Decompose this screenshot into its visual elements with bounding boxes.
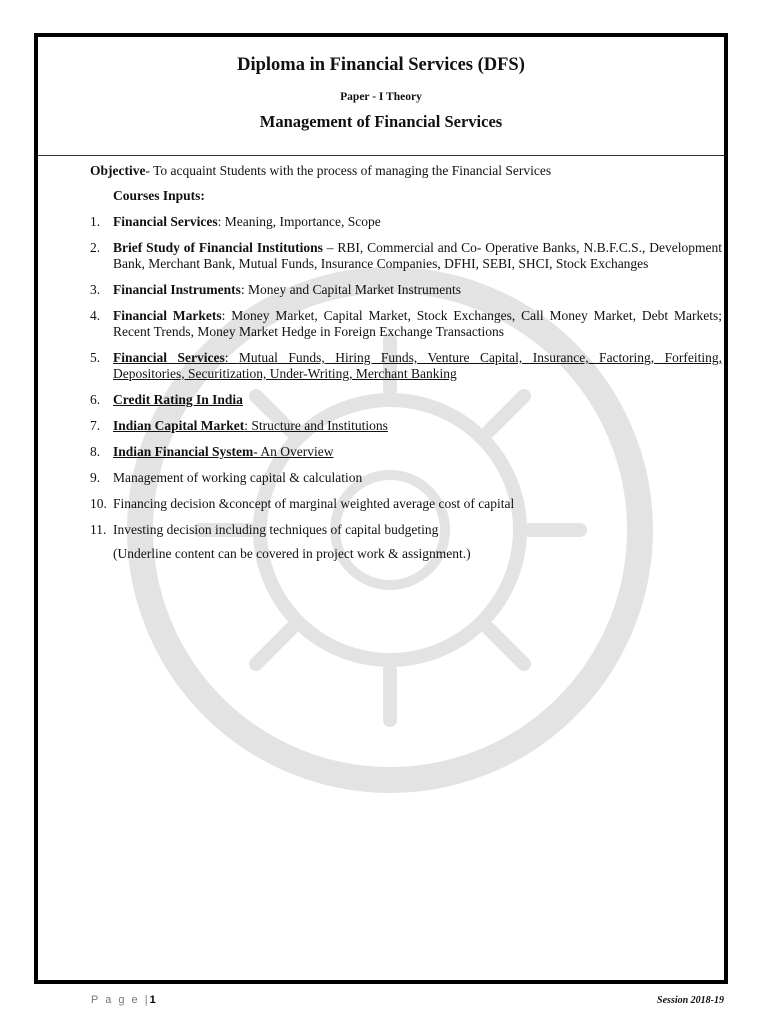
item-number: 5. [90, 350, 101, 365]
list-item [90, 496, 722, 512]
list-item [90, 522, 722, 538]
item-number: 2. [90, 240, 101, 255]
item-title: Financial Markets [113, 308, 222, 323]
item-title: Credit Rating In India [113, 392, 243, 407]
page-label: P a g e | [91, 994, 150, 1006]
item-text: – RBI, Commercial and Co- Operative Banks, N.B.F.C.S., Development Bank, Merchant Bank, Mutual Funds, Insurance Companies, DFHI, SEBI, SHCI, Stock Exchanges [113, 240, 723, 271]
item-text: : Structure and Institutions [244, 418, 388, 433]
list-item [90, 470, 722, 486]
item-title: Indian Capital Market [113, 418, 245, 433]
syllabus-content [90, 163, 722, 562]
paper-label: Paper - I Theory [340, 91, 422, 103]
item-text: Investing decision including techniques of capital budgeting [113, 522, 439, 537]
subject-heading: Management of Financial Services [259, 112, 503, 131]
list-item [90, 444, 722, 460]
page-footer [91, 994, 156, 1006]
item-text: : Mutual Funds, Hiring Funds, Venture Capital, Insurance, Factoring, Forfeiting, Depositories, Securitization, Under-Writing, Merchant Banking [113, 350, 722, 381]
course-list [90, 214, 722, 538]
item-text: Financing decision &concept of marginal weighted average cost of capital [113, 496, 515, 511]
page-number: 1 [149, 994, 156, 1006]
item-number: 7. [90, 418, 101, 433]
item-number: 6. [90, 392, 101, 407]
item-number: 3. [90, 282, 101, 297]
list-item [90, 392, 722, 408]
item-number: 11. [90, 522, 107, 537]
list-item [90, 214, 722, 230]
list-item [90, 240, 722, 272]
item-number: 8. [90, 444, 101, 459]
item-title: Financial Services [113, 214, 218, 229]
list-item [90, 350, 722, 382]
document-title: Diploma in Financial Services (DFS) [237, 55, 525, 75]
item-title: Brief Study of Financial Institutions [113, 240, 323, 255]
objective-label: Objective [90, 163, 146, 178]
item-number: 10. [90, 496, 107, 511]
item-title: Financial Instruments [113, 282, 241, 297]
item-title: Indian Financial System [113, 444, 254, 459]
underline-note: (Underline content can be covered in project work & assignment.) [113, 546, 471, 561]
courses-label: Courses Inputs: [113, 188, 205, 203]
list-item [90, 418, 722, 434]
item-number: 4. [90, 308, 101, 323]
document-header [38, 37, 724, 156]
item-number: 1. [90, 214, 101, 229]
item-text: : Money Market, Capital Market, Stock Exchanges, Call Money Market, Debt Markets; Recent Trends, Money Market Hedge in Foreign Exchange Transactions [113, 308, 722, 339]
item-text: Management of working capital & calculation [113, 470, 363, 485]
item-number: 9. [90, 470, 101, 485]
objective-text: - To acquaint Students with the process of managing the Financial Services [145, 163, 552, 178]
item-title: Financial Services [113, 350, 225, 365]
session-label: Session 2018-19 [657, 995, 724, 1006]
objective-line [90, 163, 722, 179]
list-item [90, 308, 722, 340]
item-text: - An Overview [253, 444, 334, 459]
item-text: : Money and Capital Market Instruments [240, 282, 461, 297]
list-item [90, 282, 722, 298]
item-text: : Meaning, Importance, Scope [217, 214, 381, 229]
